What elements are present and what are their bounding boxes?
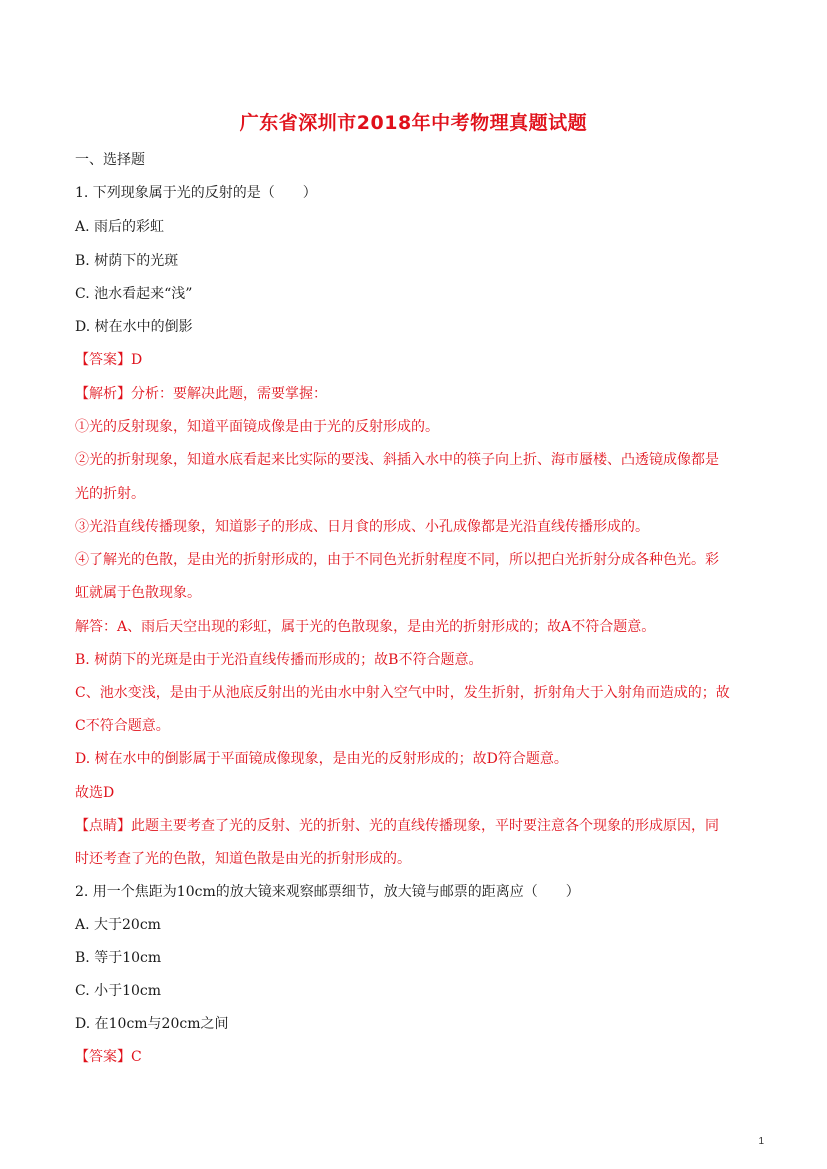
analysis-point-2: ②光的折射现象，知道水底看起来比实际的要浅、斜插入水中的筷子向上折、海市蜃楼、凸透镜成像都是: [75, 452, 719, 468]
q1-option-c: C. 池水看起来“浅”: [75, 286, 193, 302]
q1-comment: [75, 816, 755, 836]
solution-b: B. 树荫下的光斑是由于光沿直线传播而形成的；故B不符合题意。: [75, 652, 483, 668]
solution-c: C、池水变浅，是由于从池底反射出的光由水中射入空气中时，发生折射，折射角大于入射角而造成的；故: [75, 685, 730, 701]
analysis-point-4-cont: 虹就属于色散现象。: [75, 585, 201, 601]
q2-option-b: B. 等于10cm: [75, 950, 162, 966]
question-1-stem: 1. 下列现象属于光的反射的是（ ）: [75, 185, 317, 201]
comment-line-1: 此题主要考查了光的反射、光的折射、光的直线传播现象，平时要注意各个现象的形成原因，同: [131, 818, 719, 834]
solution-a: 解答：A、雨后天空出现的彩虹，属于光的色散现象，是由光的折射形成的；故A不符合题意。: [75, 619, 656, 635]
q1-option-a: A. 雨后的彩虹: [75, 219, 165, 235]
solution-d: D. 树在水中的倒影属于平面镜成像现象，是由光的反射形成的；故D符合题意。: [75, 751, 568, 767]
answer-label: 【答案】: [75, 352, 131, 368]
q2-option-d: D. 在10cm与20cm之间: [75, 1016, 229, 1032]
q2-option-c: C. 小于10cm: [75, 983, 162, 999]
analysis-point-2-cont: 光的折射。: [75, 486, 145, 502]
analysis-point-3: ③光沿直线传播现象，知道影子的形成、日月食的形成、小孔成像都是光沿直线传播形成的。: [75, 519, 649, 535]
q2-option-a: A. 大于20cm: [75, 917, 161, 933]
page-number: 1: [758, 1136, 764, 1147]
q2-answer-label: 【答案】: [75, 1049, 131, 1065]
q1-answer: [75, 350, 755, 370]
q1-option-b: B. 树荫下的光斑: [75, 253, 179, 269]
final-choice: 故选D: [75, 785, 115, 801]
q1-analysis: [75, 384, 755, 404]
q2-answer-value: C: [131, 1049, 142, 1065]
page-title: 广东省深圳市2018年中考物理真题试题: [239, 112, 588, 134]
solution-c-cont: C不符合题意。: [75, 718, 170, 734]
comment-label: 【点睛】: [75, 818, 131, 834]
section-heading: 一、选择题: [75, 152, 145, 168]
analysis-label: 【解析】: [75, 386, 131, 402]
analysis-intro: 分析：要解决此题，需要掌握：: [131, 386, 327, 402]
question-2-stem: 2. 用一个焦距为10cm的放大镜来观察邮票细节，放大镜与邮票的距离应（ ）: [75, 884, 580, 900]
q1-option-d: D. 树在水中的倒影: [75, 319, 193, 335]
analysis-point-1: ①光的反射现象，知道平面镜成像是由于光的反射形成的。: [75, 419, 439, 435]
answer-value: D: [131, 352, 143, 368]
comment-line-2: 时还考查了光的色散，知道色散是由光的折射形成的。: [75, 851, 411, 867]
q2-answer: [75, 1047, 755, 1067]
analysis-point-4: ④了解光的色散，是由光的折射形成的，由于不同色光折射程度不同，所以把白光折射分成各种色光。彩: [75, 552, 719, 568]
